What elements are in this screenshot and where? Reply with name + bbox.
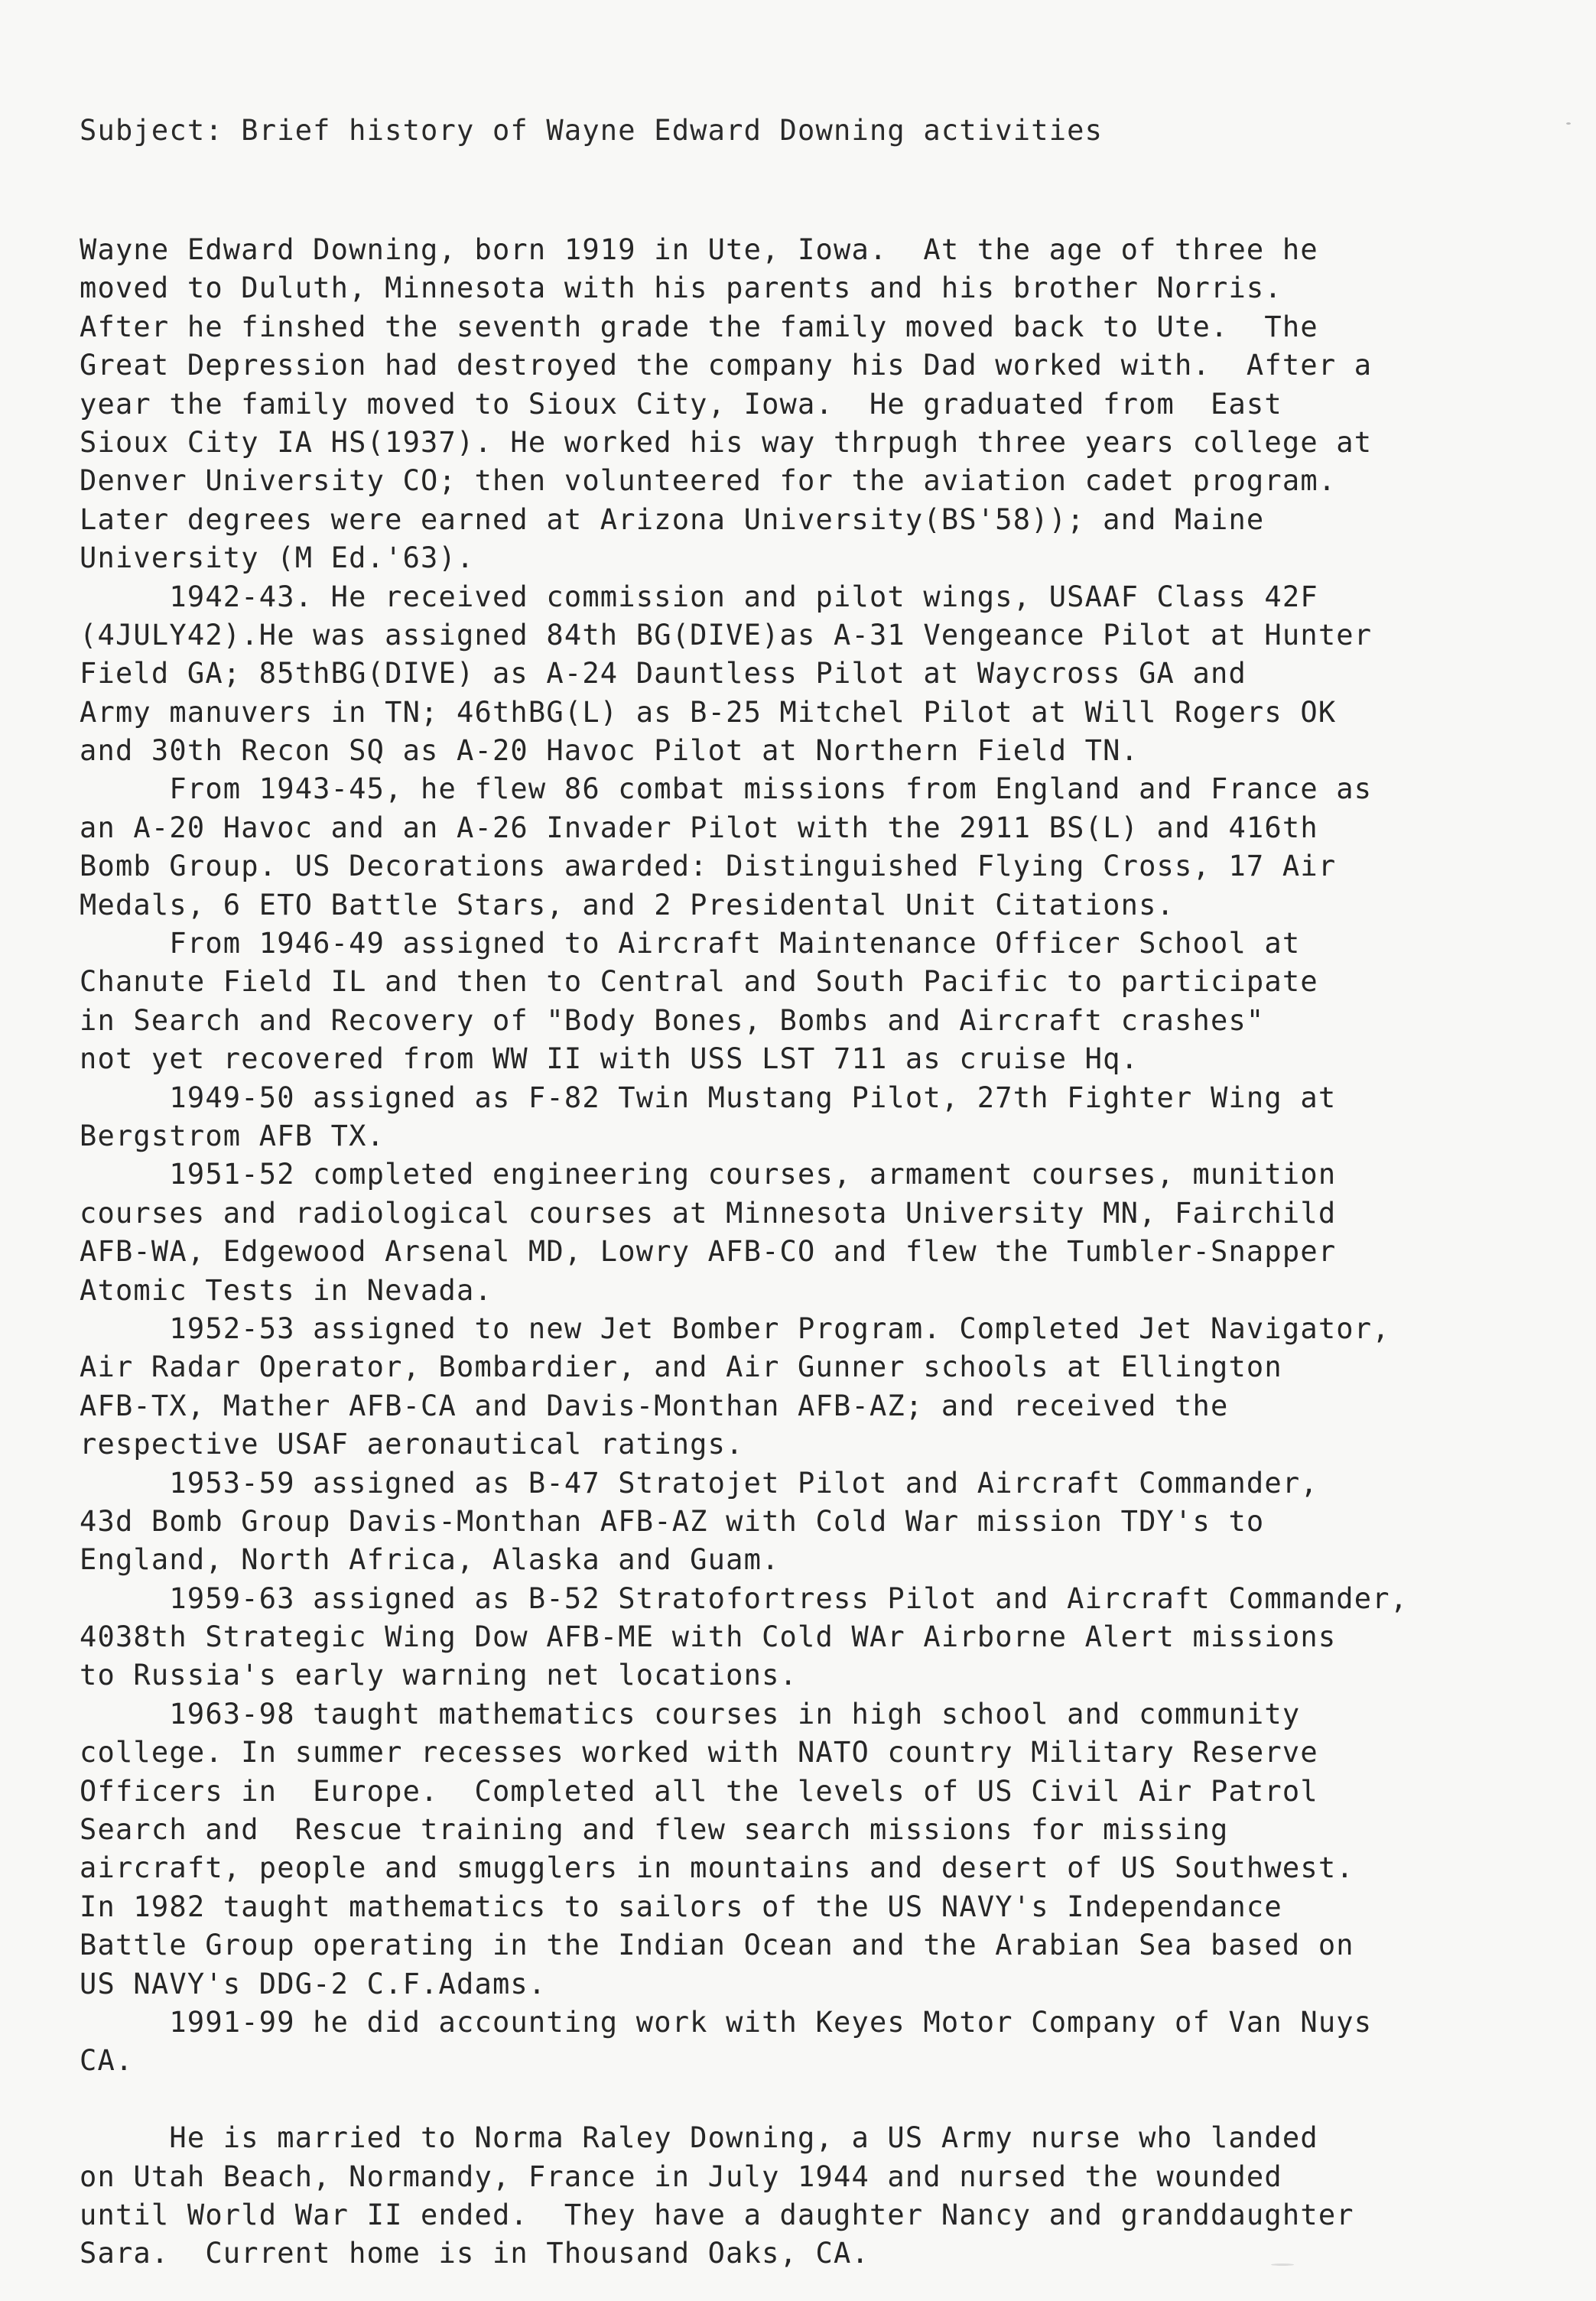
body-line: 1949-50 assigned as F-82 Twin Mustang Pilot, 27th Fighter Wing at [80,1081,1337,1114]
body-line: 1952-53 assigned to new Jet Bomber Program. Completed Jet Navigator, [80,1311,1390,1345]
body-line: Officers in Europe. Completed all the levels of US Civil Air Patrol [80,1774,1318,1808]
body-line: moved to Duluth, Minnesota with his parents and his brother Norris. [80,271,1282,305]
body-line: He is married to Norma Raley Downing, a US Army nurse who landed [80,2121,1318,2155]
body-line: Bergstrom AFB TX. [80,1119,385,1152]
body-line: an A-20 Havoc and an A-26 Invader Pilot with the 2911 BS(L) and 416th [80,811,1318,844]
body-line: (4JULY42).He was assigned 84th BG(DIVE)as A-31 Vengeance Pilot at Hunter [80,618,1373,652]
body-line: AFB-TX, Mather AFB-CA and Davis-Monthan AFB-AZ; and received the [80,1389,1229,1422]
body-line: and 30th Recon SQ as A-20 Havoc Pilot at Northern Field TN. [80,734,1139,768]
body-line: Later degrees were earned at Arizona University(BS'58)); and Maine [80,502,1265,536]
body-line: 1959-63 assigned as B-52 Stratofortress Pilot and Aircraft Commander, [80,1581,1409,1615]
scan-speck [1566,122,1571,125]
body-line: Air Radar Operator, Bombardier, and Air Gunner schools at Ellington [80,1350,1282,1384]
body-line: University (M Ed.'63). [80,541,475,575]
body-line: 4038th Strategic Wing Dow AFB-ME with Cold WAr Airborne Alert missions [80,1620,1337,1654]
body-line: 1963-98 taught mathematics courses in high school and community [80,1697,1301,1731]
body-line: Battle Group operating in the Indian Ocean and the Arabian Sea based on [80,1929,1354,1962]
body-line: 43d Bomb Group Davis-Monthan AFB-AZ with Cold War mission TDY's to [80,1504,1265,1538]
body-line: Search and Rescue training and flew search missions for missing [80,1813,1229,1847]
body-line: respective USAF aeronautical ratings. [80,1428,744,1461]
body-line: CA. [80,2044,134,2078]
scan-speck [1271,2264,1294,2266]
body-line: 1951-52 completed engineering courses, armament courses, munition [80,1158,1337,1191]
body-line: 1942-43. He received commission and pilot wings, USAAF Class 42F [80,580,1318,613]
body-line: Chanute Field IL and then to Central and South Pacific to participate [80,965,1318,999]
body-line: From 1946-49 assigned to Aircraft Maintenance Officer School at [80,927,1301,960]
body-line: Sara. Current home is in Thousand Oaks, CA. [80,2237,870,2270]
body-line: After he finshed the seventh grade the family moved back to Ute. The [80,310,1318,343]
body-line: Great Depression had destroyed the company his Dad worked with. After a [80,349,1373,382]
body-line: Denver University CO; then volunteered for the aviation cadet program. [80,464,1337,498]
body-line: From 1943-45, he flew 86 combat missions from England and France as [80,772,1373,806]
body-line: Army manuvers in TN; 46thBG(L) as B-25 Mitchel Pilot at Will Rogers OK [80,695,1337,729]
document-body [80,231,1408,2273]
body-line: England, North Africa, Alaska and Guam. [80,1543,780,1577]
body-line: Sioux City IA HS(1937). He worked his way thrpugh three years college at [80,425,1373,459]
body-line: aircraft, people and smugglers in mountains and desert of US Southwest. [80,1851,1354,1885]
body-line: to Russia's early warning net locations. [80,1659,798,1692]
body-line: 1991-99 he did accounting work with Keyes Motor Company of Van Nuys [80,2005,1373,2039]
body-line: AFB-WA, Edgewood Arsenal MD, Lowry AFB-CO and flew the Tumbler-Snapper [80,1235,1337,1269]
body-line [80,2081,1408,2119]
body-line: In 1982 taught mathematics to sailors of the US NAVY's Independance [80,1890,1282,1923]
body-line: Field GA; 85thBG(DIVE) as A-24 Dauntless Pilot at Waycross GA and [80,657,1247,691]
body-line: on Utah Beach, Normandy, France in July 1944 and nursed the wounded [80,2160,1282,2193]
body-line: in Search and Recovery of "Body Bones, Bombs and Aircraft crashes" [80,1003,1265,1037]
body-line: college. In summer recesses worked with NATO country Military Reserve [80,1736,1318,1770]
body-line: Atomic Tests in Nevada. [80,1273,492,1307]
body-line: year the family moved to Sioux City, Iowa. He graduated from East [80,387,1282,421]
body-line: Medals, 6 ETO Battle Stars, and 2 Presidental Unit Citations. [80,888,1175,921]
body-line: Wayne Edward Downing, born 1919 in Ute, Iowa. At the age of three he [80,233,1318,266]
body-line: 1953-59 assigned as B-47 Stratojet Pilot and Aircraft Commander, [80,1466,1318,1500]
body-line: Bomb Group. US Decorations awarded: Distinguished Flying Cross, 17 Air [80,850,1337,883]
body-line: US NAVY's DDG-2 C.F.Adams. [80,1967,547,2000]
body-line: courses and radiological courses at Minnesota University MN, Fairchild [80,1196,1337,1230]
body-line: until World War II ended. They have a daughter Nancy and granddaughter [80,2198,1354,2231]
subject-line: Subject: Brief history of Wayne Edward Downing activities [80,114,1104,147]
body-line: not yet recovered from WW II with USS LST 711 as cruise Hq. [80,1042,1139,1076]
